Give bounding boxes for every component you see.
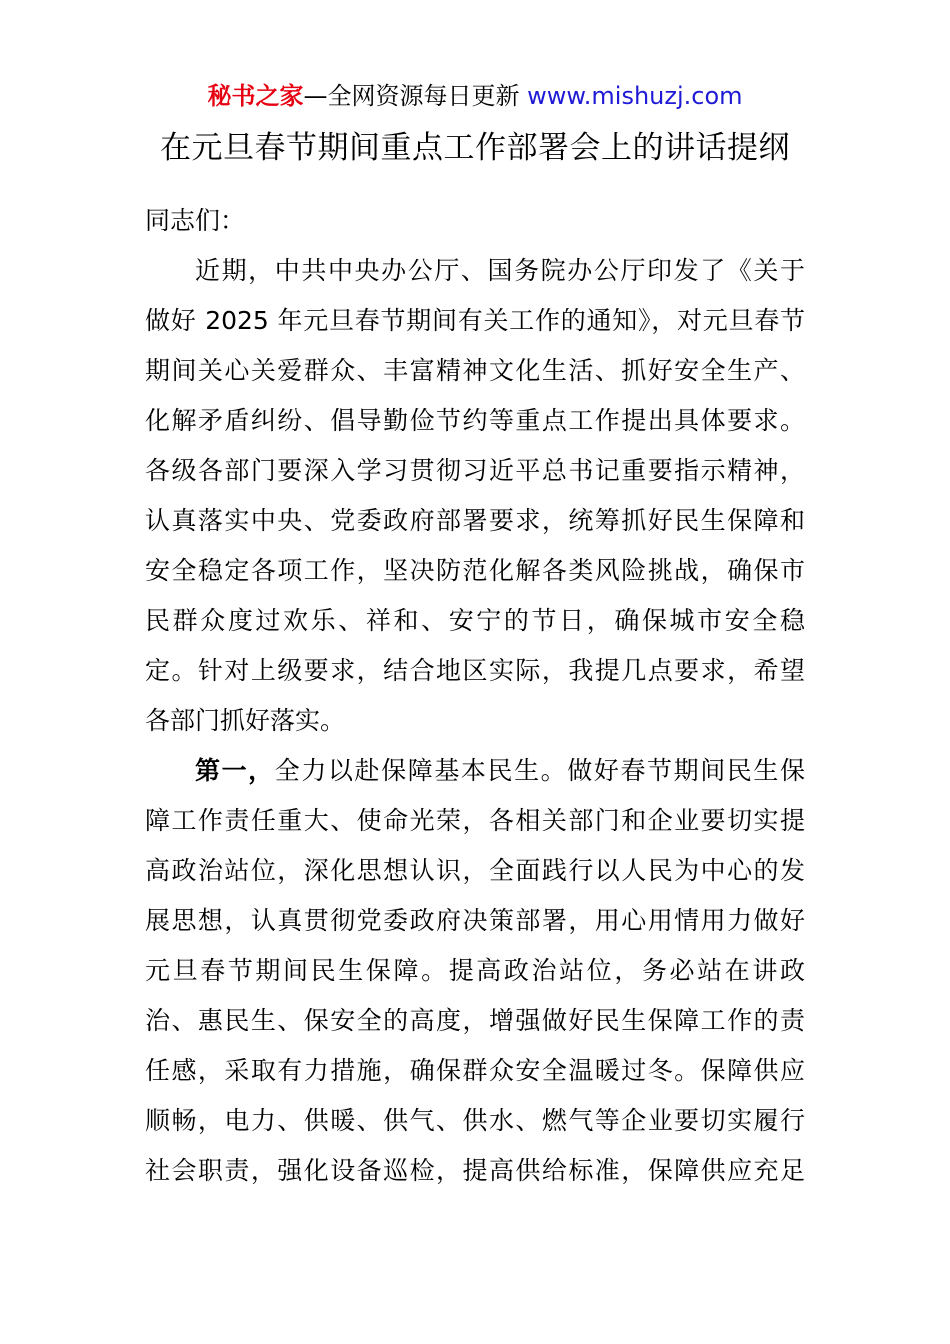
paragraph-line: 安全稳定各项工作，坚决防范化解各类风险挑战，确保市 bbox=[145, 556, 805, 585]
site-brand: 秘书之家 bbox=[207, 82, 304, 110]
section-lead: 第一， bbox=[195, 756, 275, 785]
paragraph-line: 元旦春节期间民生保障。提高政治站位，务必站在讲政 bbox=[145, 956, 805, 985]
site-tagline: —全网资源每日更新 bbox=[303, 82, 520, 110]
paragraph-line: 高政治站位，深化思想认识，全面践行以人民为中心的发 bbox=[145, 856, 805, 885]
paragraph-line: 期间关心关爱群众、丰富精神文化生活、抓好安全生产、 bbox=[145, 356, 805, 385]
document-body bbox=[145, 196, 805, 1196]
paragraph-line: 认真落实中央、党委政府部署要求，统筹抓好民生保障和 bbox=[145, 506, 805, 535]
paragraph-line: 各级各部门要深入学习贯彻习近平总书记重要指示精神， bbox=[145, 456, 805, 485]
site-url-link[interactable]: www.mishuzj.com bbox=[527, 82, 743, 110]
paragraph-line: 民群众度过欢乐、祥和、安宁的节日，确保城市安全稳 bbox=[145, 606, 805, 635]
paragraph-1 bbox=[145, 246, 805, 746]
salutation: 同志们： bbox=[145, 206, 246, 235]
paragraph-line: 顺畅，电力、供暖、供气、供水、燃气等企业要切实履行 bbox=[145, 1106, 805, 1135]
paragraph-line: 社会职责，强化设备巡检，提高供给标准，保障供应充足 bbox=[145, 1156, 805, 1185]
paragraph-line: 化解矛盾纠纷、倡导勤俭节约等重点工作提出具体要求。 bbox=[145, 406, 805, 435]
paragraph-line bbox=[145, 746, 805, 796]
site-header bbox=[0, 78, 950, 114]
paragraph-line: 展思想，认真贯彻党委政府决策部署，用心用情用力做好 bbox=[145, 906, 805, 935]
paragraph-2 bbox=[145, 746, 805, 1196]
paragraph-line: 定。针对上级要求，结合地区实际，我提几点要求，希望 bbox=[145, 656, 805, 685]
document-title: 在元旦春节期间重点工作部署会上的讲话提纲 bbox=[160, 130, 790, 166]
paragraph-line: 近期，中共中央办公厅、国务院办公厅印发了《关于 bbox=[195, 256, 805, 285]
paragraph-line: 各部门抓好落实。 bbox=[145, 706, 346, 735]
paragraph-line: 做好 2025 年元旦春节期间有关工作的通知》，对元旦春节 bbox=[145, 306, 805, 335]
paragraph-line: 任感，采取有力措施，确保群众安全温暖过冬。保障供应 bbox=[145, 1056, 805, 1085]
paragraph-line: 障工作责任重大、使命光荣，各相关部门和企业要切实提 bbox=[145, 806, 805, 835]
paragraph-line: 治、惠民生、保安全的高度，增强做好民生保障工作的责 bbox=[145, 1006, 805, 1035]
section-heading-text: 全力以赴保障基本民生。做好春节期间民生保 bbox=[274, 756, 805, 785]
